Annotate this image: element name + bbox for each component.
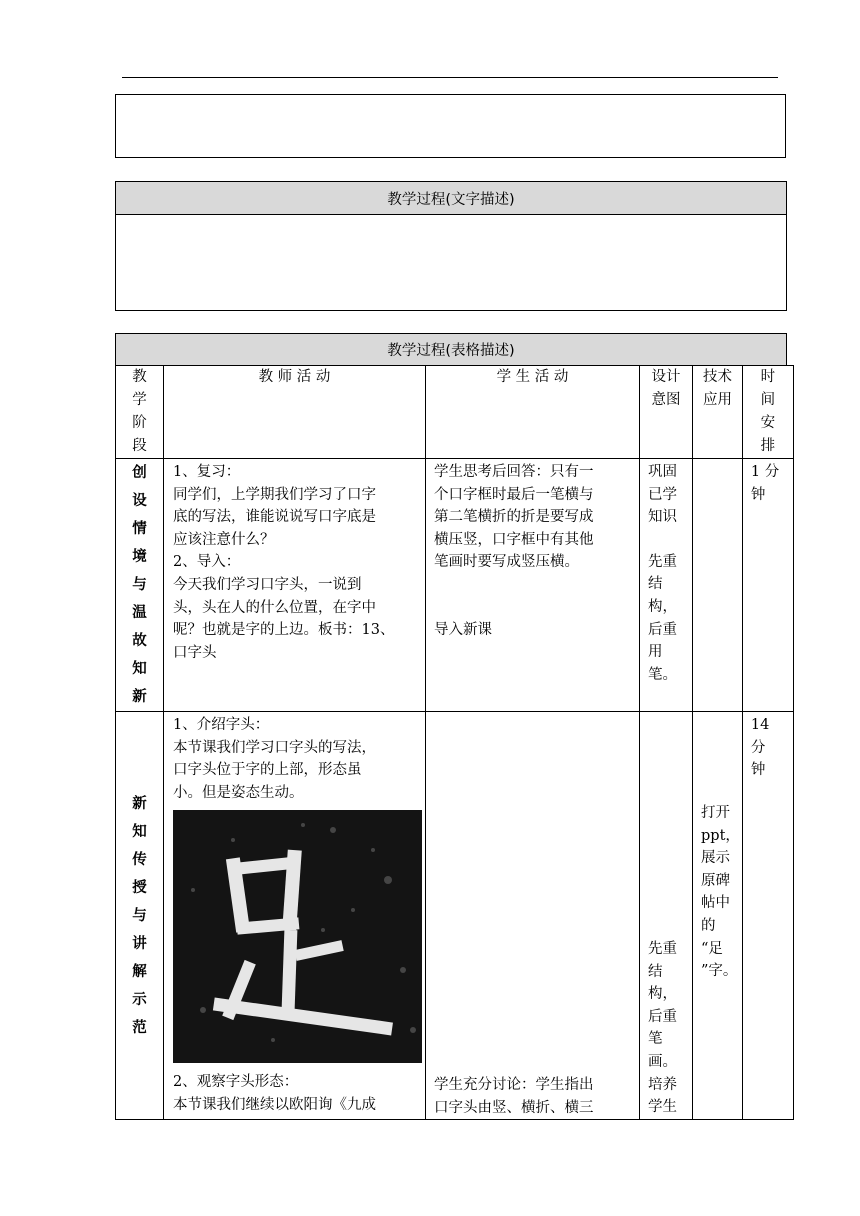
tech-application-cell: 打开 ppt， 展示 原碑 帖中 的 “足 ”字。 [693, 712, 743, 1120]
student-activity-cell: 学生思考后回答：只有一 个口字框时最后一笔横与 第二笔横折的折是要写成 横压竖，口字框中有其他 笔画时要写成竖压横。 导入新课 [426, 459, 640, 712]
calligraphy-rubbing-image [173, 810, 422, 1063]
student-activity-cell: 学生充分讨论：学生指出 口字头由竖、横折、横三 [426, 712, 640, 1120]
table-header-row [116, 366, 794, 459]
header-design: 设计 意图 [640, 366, 693, 459]
lesson-process-table [115, 365, 794, 1120]
empty-info-box [115, 94, 786, 158]
header-tech: 技术 应用 [693, 366, 743, 459]
stage-cell: 新 知 传 授 与 讲 解 示 范 [116, 712, 164, 1120]
tech-application-cell [693, 459, 743, 712]
section-title: 教学过程(文字描述) [116, 182, 786, 215]
header-time: 时 间 安 排 [742, 366, 793, 459]
table-row [116, 712, 794, 1120]
table-row [116, 459, 794, 712]
teacher-activity-cell: 1、复习： 同学们，上学期我们学习了口字 底的写法，谁能说说写口字底是 应该注意什么？ 2、导入： 今天我们学习口字头，一说到 头，头在人的什么位置，在字中 呢？也就是字的上边。板书：13、 口字头 [164, 459, 426, 712]
design-intent-cell: 巩固 已学 知识 先重 结 构， 后重 用 笔。 [640, 459, 693, 712]
table-description-header [115, 333, 787, 366]
header-student: 学 生 活 动 [426, 366, 640, 459]
design-intent-cell: 先重 结 构， 后重 笔 画。 培养 学生 [640, 712, 693, 1120]
text-description-section [115, 181, 787, 311]
header-rule [122, 77, 778, 78]
header-stage: 教 学 阶 段 [116, 366, 164, 459]
rubbing-texture [173, 810, 422, 1063]
section-title: 教学过程(表格描述) [116, 334, 786, 365]
time-cell: 14 分 钟 [742, 712, 793, 1120]
stage-cell: 创 设 情 境 与 温 故 知 新 [116, 459, 164, 712]
header-teacher: 教 师 活 动 [164, 366, 426, 459]
teacher-activity-cell: 1、介绍字头： 本节课我们学习口字头的写法， 口字头位于字的上部，形态虽 小。但是姿态生动。 2、观察字头形态： 本节课我们继续以欧阳询《九成 [164, 712, 426, 1120]
time-cell: 1 分 钟 [742, 459, 793, 712]
